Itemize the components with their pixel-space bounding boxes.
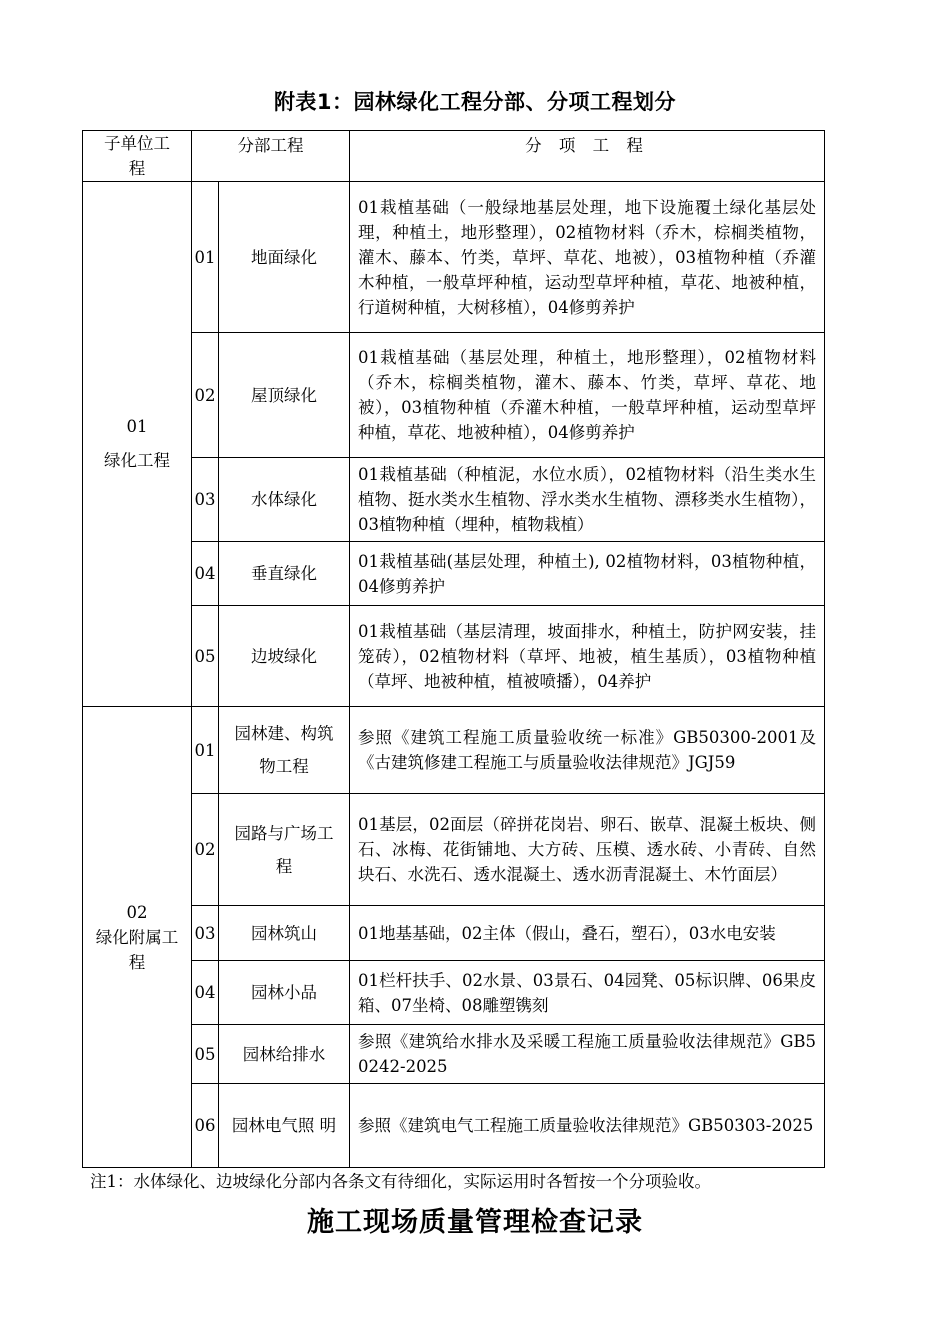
table-row xyxy=(83,458,825,542)
unit-name: 绿化附属工程 xyxy=(95,927,179,972)
table-row xyxy=(83,707,825,794)
subitem-text: 参照《建筑给水排水及采暖工程施工质量验收法律规范》GB50242-2025 xyxy=(350,1025,825,1084)
division-name: 园林筑山 xyxy=(219,906,350,961)
division-number: 02 xyxy=(192,333,219,458)
table-row xyxy=(83,1084,825,1168)
division-name: 水体绿化 xyxy=(219,458,350,542)
subitem-text: 01栏杆扶手、02水景、03景石、04园凳、05标识牌、06果皮箱、07坐椅、08雕塑镌刻 xyxy=(350,961,825,1025)
division-number: 04 xyxy=(192,961,219,1025)
table-title: 附表1：园林绿化工程分部、分项工程划分 xyxy=(273,90,677,114)
division-number: 01 xyxy=(192,707,219,794)
header-items: 分 项 工 程 xyxy=(350,131,825,182)
division-name: 园路与广场工程 xyxy=(219,794,350,906)
subitem-text: 01栽植基础（种植泥，水位水质），02植物材料（沿生类水生植物、挺水类水生植物、浮水类水生植物、漂移类水生植物），03植物种植（埋种，植物栽植） xyxy=(350,458,825,542)
header-row xyxy=(83,131,825,182)
division-number: 03 xyxy=(192,906,219,961)
division-name: 园林小品 xyxy=(219,961,350,1025)
division-number: 05 xyxy=(192,1025,219,1084)
subitem-text: 01栽植基础（一般绿地基层处理，地下设施覆土绿化基层处理，种植土，地形整理），02植物材料（乔木，棕榈类植物，灌木、藤本、竹类，草坪、草花、地被），03植物种植（乔灌木种植，一般草坪种植，运动型草坪种植，草花、地被种植，行道树种植，大树移植），04修剪养护 xyxy=(350,182,825,333)
table-row xyxy=(83,542,825,606)
division-name: 园林给排水 xyxy=(219,1025,350,1084)
division-name: 边坡绿化 xyxy=(219,606,350,707)
subitem-text: 01地基基础，02主体（假山，叠石，塑石），03水电安装 xyxy=(350,906,825,961)
table-row xyxy=(83,606,825,707)
subitem-text: 01栽植基础（基层清理，坡面排水，种植土，防护网安装，挂笼砖），02植物材料（草坪、地被，植生基质），03植物种植（草坪、地被种植，植被喷播），04养护 xyxy=(350,606,825,707)
division-name: 地面绿化 xyxy=(219,182,350,333)
subitem-text: 参照《建筑工程施工质量验收统一标准》GB50300-2001及《古建筑修建工程施工与质量验收法律规范》JGJ59 xyxy=(350,707,825,794)
header-unit: 子单位工程 xyxy=(83,131,192,182)
unit-name: 绿化工程 xyxy=(104,451,170,470)
division-number: 03 xyxy=(192,458,219,542)
subitem-text: 01栽植基础（基层处理，种植土，地形整理），02植物材料（乔木，棕榈类植物，灌木、藤本、竹类，草坪、草花、地被），03植物种植（乔灌木种植，一般草坪种植，运动型草坪种植，草花、地被种植），04修剪养护 xyxy=(350,333,825,458)
division-number: 02 xyxy=(192,794,219,906)
unit-cell-02 xyxy=(83,707,192,1168)
next-section-title: 施工现场质量管理检查记录 xyxy=(307,1207,643,1238)
subitem-text: 01栽植基础(基层处理，种植土), 02植物材料，03植物种植，04修剪养护 xyxy=(350,542,825,606)
unit-cell-01 xyxy=(83,182,192,707)
table-row xyxy=(83,794,825,906)
footnote: 注1：水体绿化、边坡绿化分部内各条文有待细化，实际运用时各暂按一个分项验收。 xyxy=(90,1172,711,1191)
division-name: 垂直绿化 xyxy=(219,542,350,606)
division-name: 园林建、构筑物工程 xyxy=(219,707,350,794)
table-row xyxy=(83,182,825,333)
table-row xyxy=(83,1025,825,1084)
division-number: 05 xyxy=(192,606,219,707)
division-name: 园林电气照 明 xyxy=(219,1084,350,1168)
division-table xyxy=(82,130,825,1168)
subitem-text: 01基层，02面层（碎拼花岗岩、卵石、嵌草、混凝土板块、侧石、冰梅、花街铺地、大方砖、压模、透水砖、小青砖、自然块石、水洗石、透水混凝土、透水沥青混凝土、木竹面层） xyxy=(350,794,825,906)
subitem-text: 参照《建筑电气工程施工质量验收法律规范》GB50303-2025 xyxy=(350,1084,825,1168)
table-row xyxy=(83,961,825,1025)
table-row xyxy=(83,333,825,458)
division-name: 屋顶绿化 xyxy=(219,333,350,458)
table-row xyxy=(83,906,825,961)
division-number: 01 xyxy=(192,182,219,333)
unit-number: 02 xyxy=(126,902,148,922)
header-division: 分部工程 xyxy=(192,131,350,182)
unit-number: 01 xyxy=(126,417,148,436)
division-number: 04 xyxy=(192,542,219,606)
division-number: 06 xyxy=(192,1084,219,1168)
